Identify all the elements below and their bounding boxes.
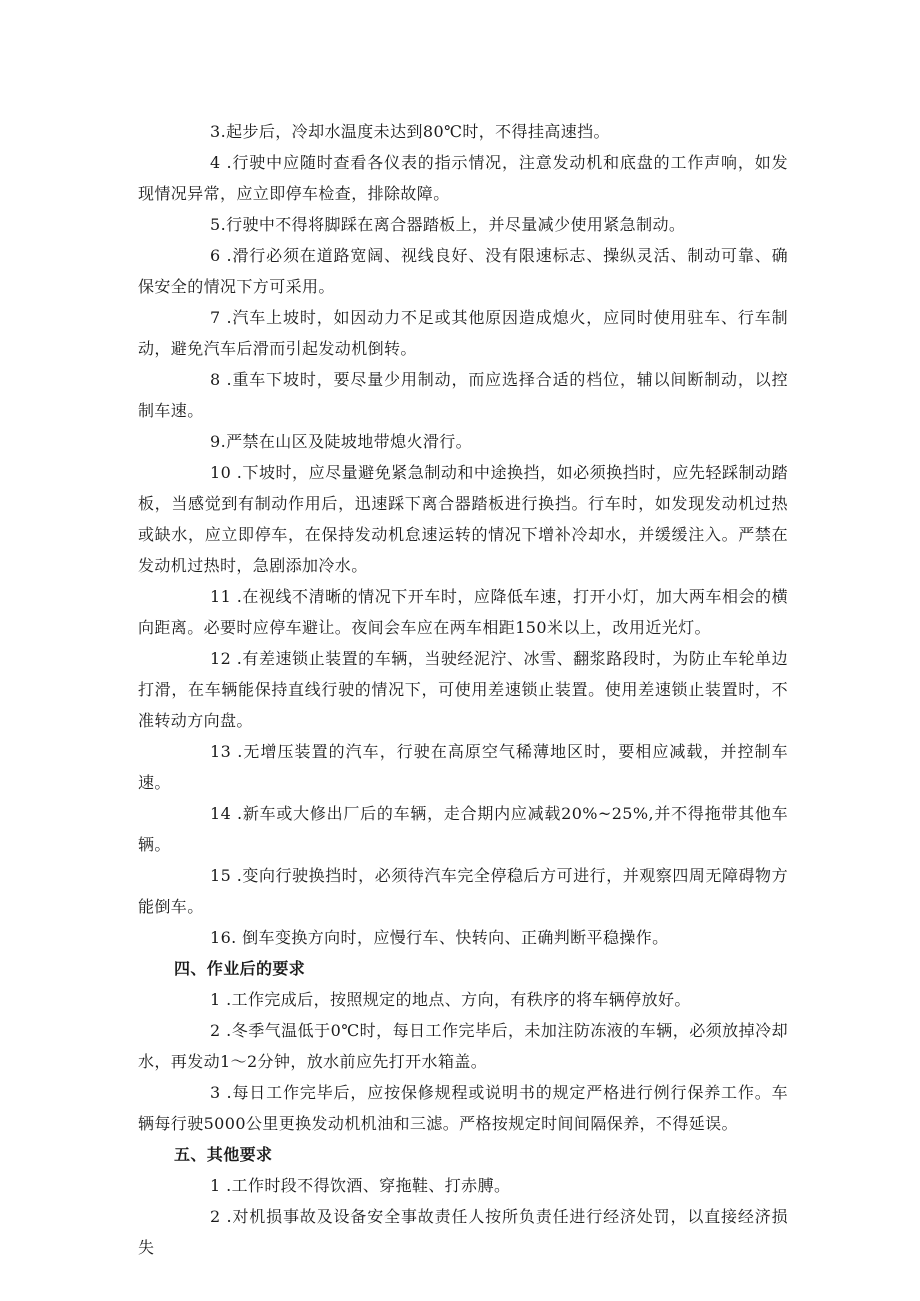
list-item xyxy=(138,240,788,302)
list-item xyxy=(138,1201,788,1263)
item-number: 16 xyxy=(210,928,232,947)
item-text: .冬季气温低于0℃时，每日工作完毕后，未加注防冻液的车辆，必须放掉冷却水，再发动1～2分钟，放水前应先打开水箱盖。 xyxy=(138,1021,788,1071)
item-text: .起步后，冷却水温度未达到80℃时，不得挂高速挡。 xyxy=(220,122,610,141)
list-item xyxy=(138,426,788,457)
item-text: .对机损事故及设备安全事故责任人按所负责任进行经济处罚，以直接经济损失 xyxy=(138,1207,788,1257)
list-item xyxy=(138,581,788,643)
item-number: 3 xyxy=(210,1083,221,1102)
item-number: 14 xyxy=(210,804,232,823)
item-text: .行驶中不得将脚踩在离合器踏板上，并尽量减少使用紧急制动。 xyxy=(220,215,686,234)
item-number: 2 xyxy=(210,1021,221,1040)
item-number: 5 xyxy=(210,215,221,234)
item-text: .重车下坡时，要尽量少用制动，而应选择合适的档位，辅以间断制动，以控制车速。 xyxy=(138,370,788,420)
item-text: .每日工作完毕后，应按保修规程或说明书的规定严格进行例行保养工作。车辆每行驶5000公里更换发动机机油和三滤。严格按规定时间间隔保养，不得延误。 xyxy=(138,1083,788,1133)
item-number: 3 xyxy=(210,122,221,141)
list-item xyxy=(138,209,788,240)
list-item xyxy=(138,798,788,860)
section-heading: 五、其他要求 xyxy=(174,1145,273,1164)
item-text: .下坡时，应尽量避免紧急制动和中途换挡，如必须换挡时，应先轻踩制动踏板，当感觉到有制动作用后，迅速踩下离合器踏板进行换挡。行车时，如发现发动机过热或缺水，应立即停车，在保持发动机怠速运转的情况下增补冷却水，并缓缓注入。严禁在发动机过热时，急剧添加冷水。 xyxy=(138,463,788,575)
item-number: 4 xyxy=(210,153,221,172)
list-item xyxy=(138,643,788,736)
item-text: .变向行驶换挡时，必须待汽车完全停稳后方可进行，并观察四周无障碍物方能倒车。 xyxy=(138,866,788,916)
item-number: 13 xyxy=(210,742,232,761)
list-item xyxy=(138,457,788,581)
list-item xyxy=(138,1170,788,1201)
item-text: .工作时段不得饮酒、穿拖鞋、打赤膊。 xyxy=(226,1176,511,1195)
list-item xyxy=(138,116,788,147)
list-item xyxy=(138,860,788,922)
section-heading: 四、作业后的要求 xyxy=(174,959,306,978)
item-text: .新车或大修出厂后的车辆，走合期内应减载20%~25%,并不得拖带其他车辆。 xyxy=(138,804,788,854)
list-item xyxy=(138,302,788,364)
item-text: .滑行必须在道路宽阔、视线良好、没有限速标志、操纵灵活、制动可靠、确保安全的情况下方可采用。 xyxy=(138,246,788,296)
item-number: 8 xyxy=(210,370,221,389)
item-number: 1 xyxy=(210,990,221,1009)
item-number: 1 xyxy=(210,1176,221,1195)
item-number: 12 xyxy=(210,649,232,668)
list-item xyxy=(138,736,788,798)
list-item xyxy=(138,147,788,209)
document-page xyxy=(138,116,788,1263)
item-number: 6 xyxy=(210,246,221,265)
list-item xyxy=(138,364,788,426)
item-text: .有差速锁止装置的车辆，当驶经泥泞、冰雪、翻浆路段时，为防止车轮单边打滑，在车辆能保持直线行驶的情况下，可使用差速锁止装置。使用差速锁止装置时，不准转动方向盘。 xyxy=(138,649,788,730)
item-text: .无增压装置的汽车，行驶在高原空气稀薄地区时，要相应减载，并控制车速。 xyxy=(138,742,788,792)
item-number: 11 xyxy=(210,587,232,606)
item-text: .行驶中应随时查看各仪表的指示情况，注意发动机和底盘的工作声响，如发现情况异常，应立即停车检查，排除故障。 xyxy=(138,153,788,203)
item-number: 2 xyxy=(210,1207,221,1226)
list-item xyxy=(138,1077,788,1139)
item-text: .工作完成后，按照规定的地点、方向，有秩序的将车辆停放好。 xyxy=(226,990,691,1009)
list-item xyxy=(138,1015,788,1077)
item-number: 7 xyxy=(210,308,221,327)
list-item xyxy=(138,922,788,953)
item-text: . 倒车变换方向时，应慢行车、快转向、正确判断平稳操作。 xyxy=(231,928,669,947)
item-number: 10 xyxy=(210,463,232,482)
item-text: .在视线不清晰的情况下开车时，应降低车速，打开小灯，加大两车相会的横向距离。必要时应停车避让。夜间会车应在两车相距150米以上，改用近光灯。 xyxy=(138,587,788,637)
item-number: 9 xyxy=(210,432,221,451)
list-item xyxy=(138,984,788,1015)
item-text: .严禁在山区及陡坡地带熄火滑行。 xyxy=(220,432,473,451)
item-text: .汽车上坡时，如因动力不足或其他原因造成熄火，应同时使用驻车、行车制动，避免汽车后滑而引起发动机倒转。 xyxy=(138,308,788,358)
item-number: 15 xyxy=(210,866,232,885)
